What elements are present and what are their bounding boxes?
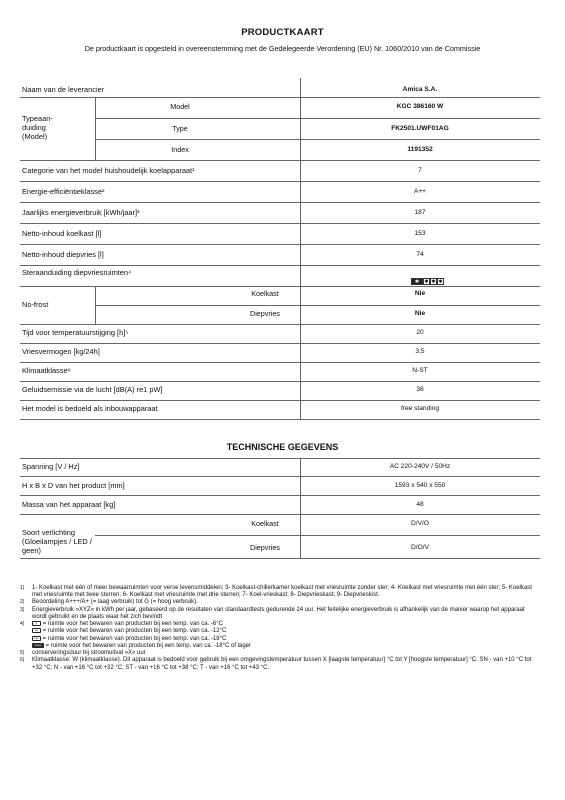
lighting-fridge-label: Koelkast	[251, 519, 279, 528]
temp-rise-time-value: 20	[416, 329, 424, 336]
model-label: Model	[170, 102, 190, 111]
noise-emission-value: 38	[416, 386, 424, 393]
footnotes	[20, 585, 540, 672]
energy-consumption-value: 187	[414, 209, 426, 216]
star-rating-icon	[411, 270, 444, 285]
noise-emission-label: Geluidsemissie via de lucht [dB(A) re1 pW]	[22, 385, 163, 394]
one-star-compartment-icon: *	[32, 621, 41, 626]
star-rating-label: Steraanduiding diepvriesruimten⁴	[22, 268, 132, 277]
footnote-3: 3) Energieverbruik »XYZ« in kWh per jaar, gebaseerd op de resultaten van standaardtests gedurende 24 uur. Het feitelijke energieverbruik is afhankelijk van de manier waarop het apparaat wordt gebruikt en de plaats waar het zich bevindt	[20, 606, 525, 620]
footnote-5: 5) conserveringsduur bij stroomuitval »X« uur	[20, 650, 146, 657]
lighting-freezer-value: D/O/V	[411, 544, 429, 551]
built-in-label: Het model is bedoeld als inbouwapparaat	[22, 404, 158, 413]
fridge-volume-value: 153	[414, 230, 426, 237]
type-designation-label: Typeaan-duiding (Model)	[22, 114, 53, 141]
mass-label: Massa van het apparaat [kg]	[22, 500, 116, 509]
category-label: Categorie van het model huishoudelijk koelapparaat¹	[22, 166, 195, 175]
star-icon: ✱	[411, 278, 423, 285]
temp-rise-time-label: Tijd voor temperatuurstijging [h]⁵	[22, 328, 129, 337]
type-value: FK2501.UWF01AG	[391, 125, 449, 132]
energy-class-value: A++	[413, 188, 427, 195]
technical-data-heading: TECHNISCHE GEGEVENS	[226, 442, 339, 452]
nofrost-freezer-label: Diepvries	[250, 309, 280, 318]
dimensions-label: H x B x D van het product [mm]	[22, 481, 125, 490]
index-label: Index	[171, 145, 189, 154]
voltage-value: AC 220-240V / 50Hz	[389, 463, 451, 470]
two-star-compartment-icon: **	[32, 628, 41, 633]
freezing-capacity-value: 3,5	[415, 348, 425, 355]
freezer-volume-label: Netto-inhoud diepvries [l]	[22, 250, 104, 259]
footnote-4d: **** = ruimte voor het bewaren van producten bij een temp. van ca. -18°C of lager	[20, 643, 540, 650]
star-icon: ✱	[438, 279, 443, 285]
index-value: 1191352	[407, 146, 433, 153]
climate-class-value: N-ST	[412, 367, 428, 374]
footnote-4b: ** = ruimte voor het bewaren van producten bij een temp. van ca. -12°C	[20, 628, 540, 635]
model-value: KGC 386160 W	[396, 103, 444, 110]
category-value: 7	[418, 167, 422, 174]
freezer-volume-value: 74	[416, 251, 424, 258]
nofrost-label: No-frost	[22, 300, 49, 309]
supplier-label: Naam van de leverancier	[22, 85, 105, 94]
climate-class-label: Klimaatklasse⁶	[22, 366, 71, 375]
nofrost-freezer-value: Nie	[414, 310, 426, 317]
dimensions-value: 1593 x 540 x 550	[394, 482, 446, 489]
nofrost-fridge-label: Koelkast	[251, 289, 279, 298]
footnote-2: 2) Beoordeling A+++/A+ (= laag verbruik) tot G (= hoog verbruik).	[20, 599, 198, 606]
three-star-compartment-icon: ***	[32, 636, 41, 641]
type-label: Type	[172, 124, 188, 133]
footnote-4c: *** = ruimte voor het bewaren van producten bij een temp. van ca. -18°C	[20, 636, 540, 643]
voltage-label: Spanning [V / Hz]	[22, 462, 80, 471]
nofrost-fridge-value: Nie	[414, 290, 426, 297]
fridge-volume-label: Netto-inhoud koelkast [l]	[22, 229, 102, 238]
footnote-4a: 4) * = ruimte voor het bewaren van producten bij een temp. van ca. -6°C	[20, 621, 224, 628]
freezing-capacity-label: Vriesvermogen [kg/24h]	[22, 347, 100, 356]
intro-text: De productkaart is opgesteld in overeenstemming met de Gedelegeerde Verordening (EU) Nr. 1060/2010 van de Commissie	[84, 44, 481, 53]
energy-consumption-label: Jaarlijks energieverbruik [kWh/jaar]³	[22, 208, 140, 217]
lighting-fridge-value: D/V/O	[411, 520, 429, 527]
lighting-label: Soort verlichting (Gloeilampjes / LED / geen)	[22, 528, 92, 555]
page-title: PRODUCTKAART	[241, 27, 324, 38]
energy-class-label: Energie-efficiëntieklasse²	[22, 187, 105, 196]
four-star-compartment-icon: ****	[32, 643, 44, 648]
footnote-1: 1) 1- Koelkast met één of meer bewaarruimten voor verse levensmiddelen; 3- Koelkast-chillerkamer koelkast met vriesruimte zonder ster; 4- Koelkast met vriesruimte met één ster; 5- Koelkast met vriesruimte met twee sterren; 6- Koelkast met vriesruimte met drie sterren; 7- Koel-vrieskast; 8- Diepvrieskast; 9- Diepvrieskist.	[20, 585, 532, 599]
built-in-value: free standing	[400, 405, 440, 412]
star-icon: ✱	[424, 279, 429, 285]
star-icon: ✱	[431, 279, 436, 285]
lighting-freezer-label: Diepvries	[250, 543, 280, 552]
footnote-6: 6) Klimaatklasse: W (klimaatklasse). Dit apparaat is bedoeld voor gebruik bij een omgevingstemperatuur tussen X [laagste temperatuur] °C tot Y [hoogste temperatuur] °C. SN - van +10 °C tot +32 °C; N - van +16 °C tot +32 °C; ST - van +16 °C tot +38 °C; T - van +16 °C tot +43 °C.	[20, 657, 532, 671]
supplier-value: Amica S.A.	[402, 86, 438, 93]
mass-value: 48	[416, 501, 424, 508]
